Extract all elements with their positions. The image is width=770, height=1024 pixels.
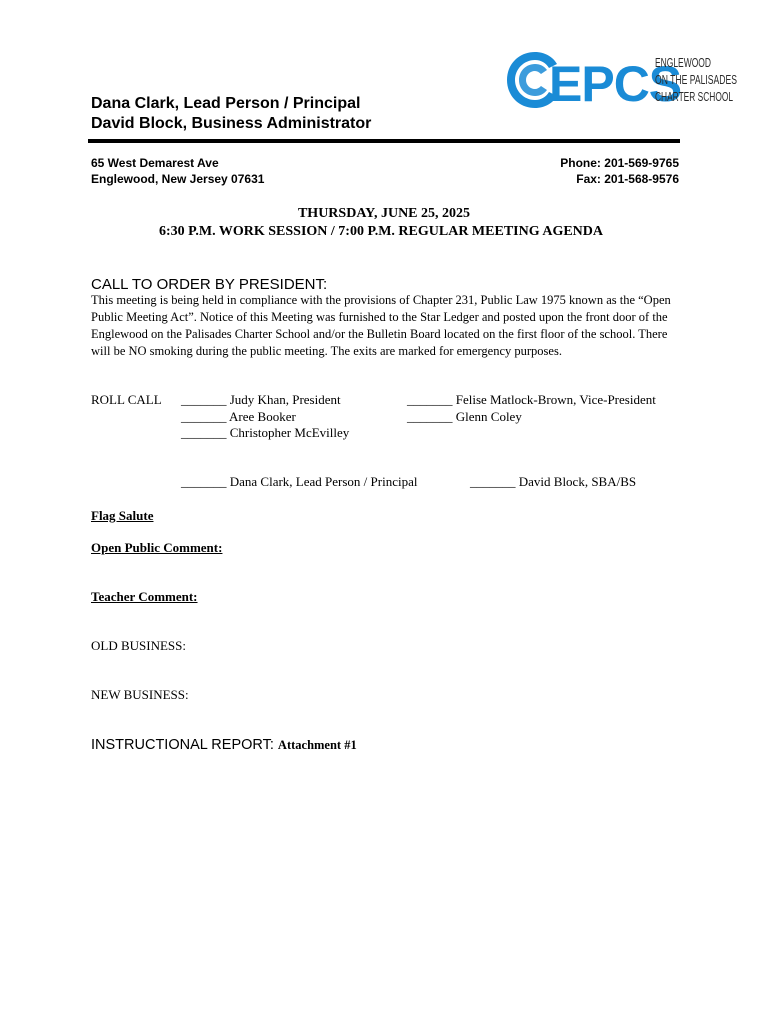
attendance-blank: _______ <box>407 392 453 407</box>
roll-call-staff-entry <box>181 474 417 491</box>
call-to-order-statement: This meeting is being held in compliance with the provisions of Chapter 231, Public Law 1975 known as the “Open Public Meeting Act”. Notice of this Meeting was furnished to the Star Ledger and posted upon the front door of the Englewood on the Palisades Charter School and/or the Bulletin Board located on the first floor of the school. There will be NO smoking during the public meeting. The exits are marked for emergency purposes. <box>91 293 671 358</box>
roll-call-entry <box>181 409 349 426</box>
letterhead-names <box>91 94 371 134</box>
address-street: 65 West Demarest Ave <box>91 156 219 170</box>
school-logo <box>505 50 745 110</box>
member-name: Glenn Coley <box>455 408 522 424</box>
teacher-comment-heading: Teacher Comment: <box>91 589 198 604</box>
roll-call-column-1 <box>181 392 349 442</box>
phone-number: Phone: 201-569-9765 <box>560 156 679 170</box>
instructional-report-heading <box>91 736 357 754</box>
meeting-date: THURSDAY, JUNE 25, 2025 <box>297 206 471 221</box>
school-contact <box>560 155 679 187</box>
attachment-reference: Attachment #1 <box>277 738 357 752</box>
principal-name: Dana Clark, Lead Person / Principal <box>91 95 361 112</box>
roll-call-column-2 <box>407 392 656 425</box>
roll-call-label: ROLL CALL <box>91 392 162 407</box>
flag-salute-heading: Flag Salute <box>91 508 154 523</box>
attendance-blank: _______ <box>407 408 453 424</box>
member-name: Christopher McEvilley <box>229 425 350 440</box>
attendance-blank: _______ <box>181 392 227 407</box>
epcs-swirl-logo-icon <box>505 50 745 110</box>
business-administrator-name: David Block, Business Administrator <box>91 115 372 132</box>
attendance-blank: _______ <box>181 474 227 489</box>
old-business-heading: OLD BUSINESS: <box>91 638 186 653</box>
member-name: Felise Matlock-Brown, Vice-President <box>455 392 656 407</box>
school-address <box>91 155 264 187</box>
staff-name: David Block, SBA/BS <box>518 474 637 489</box>
roll-call-entry <box>407 409 656 426</box>
logo-acronym: EPCS <box>549 56 682 112</box>
logo-name-line-3: CHARTER SCHOOL <box>655 89 733 104</box>
attendance-blank: _______ <box>181 408 227 424</box>
meeting-sessions: 6:30 P.M. WORK SESSION / 7:00 P.M. REGULAR MEETING AGENDA <box>158 224 604 239</box>
fax-number: Fax: 201-568-9576 <box>576 172 679 186</box>
new-business-heading: NEW BUSINESS: <box>91 687 189 702</box>
roll-call-entry <box>181 425 349 442</box>
roll-call-entry <box>181 392 349 409</box>
roll-call-staff-entry <box>470 474 636 491</box>
logo-name-line-1: ENGLEWOOD <box>655 55 711 70</box>
attendance-blank: _______ <box>470 474 516 489</box>
logo-name-line-2: ON THE PALISADES <box>655 72 738 87</box>
address-city: Englewood, New Jersey 07631 <box>91 172 265 186</box>
attendance-blank: _______ <box>181 425 227 440</box>
staff-name: Dana Clark, Lead Person / Principal <box>229 474 418 489</box>
open-public-comment-heading: Open Public Comment: <box>91 540 223 555</box>
roll-call-entry <box>407 392 656 409</box>
member-name: Aree Booker <box>229 408 296 424</box>
instructional-report-label: INSTRUCTIONAL REPORT: <box>91 737 274 753</box>
member-name: Judy Khan, President <box>229 392 341 407</box>
meeting-title <box>0 205 770 241</box>
call-to-order-heading: CALL TO ORDER BY PRESIDENT: <box>91 276 328 293</box>
header-divider <box>88 139 680 143</box>
